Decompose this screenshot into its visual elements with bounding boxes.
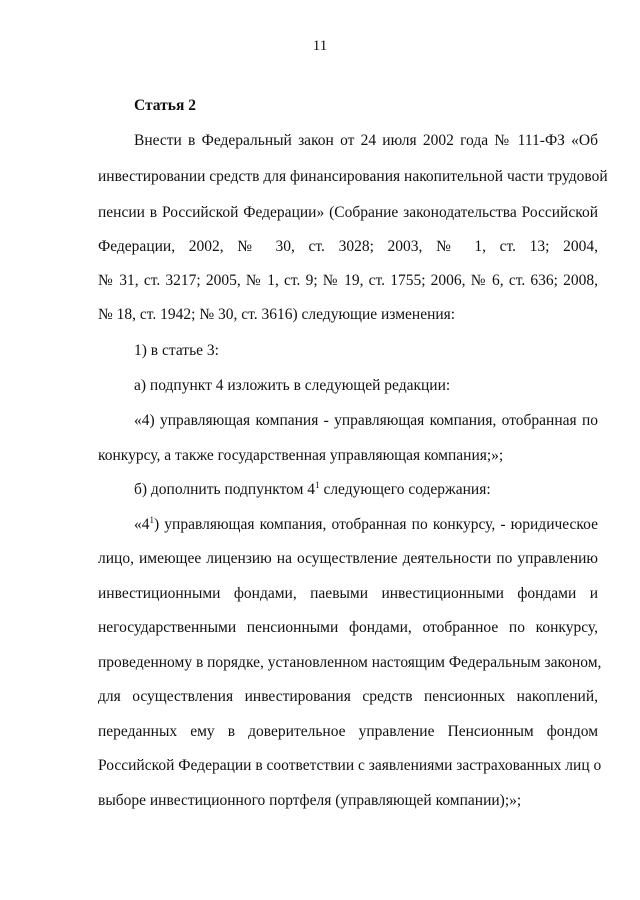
paragraph-line: инвестировании средств для финансирования накопительной части трудовой (98, 168, 608, 185)
quoted-definition-line: лицо, имеющее лицензию на осуществление деятельности по управлению (98, 550, 598, 567)
line-text: «4 (134, 516, 150, 533)
superscript: 1 (149, 514, 154, 525)
line-text: следующего содержания: (319, 481, 491, 498)
quoted-definition-line: переданных ему в доверительное управление Пенсионным фондом (98, 723, 598, 740)
paragraph-line: № 31, ст. 3217; 2005, № 1, ст. 9; № 19, ст. 1755; 2006, № 6, ст. 636; 2008, (98, 272, 598, 289)
list-item-line (134, 480, 598, 500)
quoted-definition-line: проведенному в порядке, установленном настоящим Федеральным законом, (98, 654, 602, 671)
list-item-line: 1) в статье 3: (134, 342, 219, 359)
quoted-definition-line: для осуществления инвестирования средств пенсионных накоплений, (98, 688, 598, 705)
list-item-line: а) подпункт 4 изложить в следующей редакции: (134, 377, 451, 394)
quoted-definition-line: Российской Федерации в соответствии с заявлениями застрахованных лиц о (98, 757, 602, 774)
quoted-definition-line: конкурсу, а также государственная управляющая компания;»; (98, 447, 504, 464)
line-text: ) управляющая компания, отобранная по конкурсу, - юридическое (154, 516, 598, 533)
quoted-definition-line: «4) управляющая компания - управляющая компания, отобранная по (134, 412, 598, 429)
paragraph-line: пенсии в Российской Федерации» (Собрание законодательства Российской (98, 204, 598, 221)
quoted-definition-line: негосударственными пенсионными фондами, отобранное по конкурсу, (98, 619, 598, 636)
quoted-definition-line: инвестиционными фондами, паевыми инвестиционными фондами и (98, 585, 598, 602)
paragraph-line: Федерации, 2002, № 30, ст. 3028; 2003, № 1, ст. 13; 2004, (98, 238, 598, 255)
quoted-definition-line: выборе инвестиционного портфеля (управляющей компании);»; (98, 792, 522, 809)
quoted-definition-line (134, 515, 598, 535)
superscript: 1 (315, 479, 320, 490)
paragraph-line: № 18, ст. 1942; № 30, ст. 3616) следующие изменения: (98, 306, 456, 323)
page-number: 11 (312, 38, 328, 54)
paragraph-line: Внести в Федеральный закон от 24 июля 2002 года № 111-ФЗ «Об (134, 132, 598, 149)
article-heading: Статья 2 (134, 97, 196, 114)
line-text: б) дополнить подпунктом 4 (134, 481, 316, 498)
